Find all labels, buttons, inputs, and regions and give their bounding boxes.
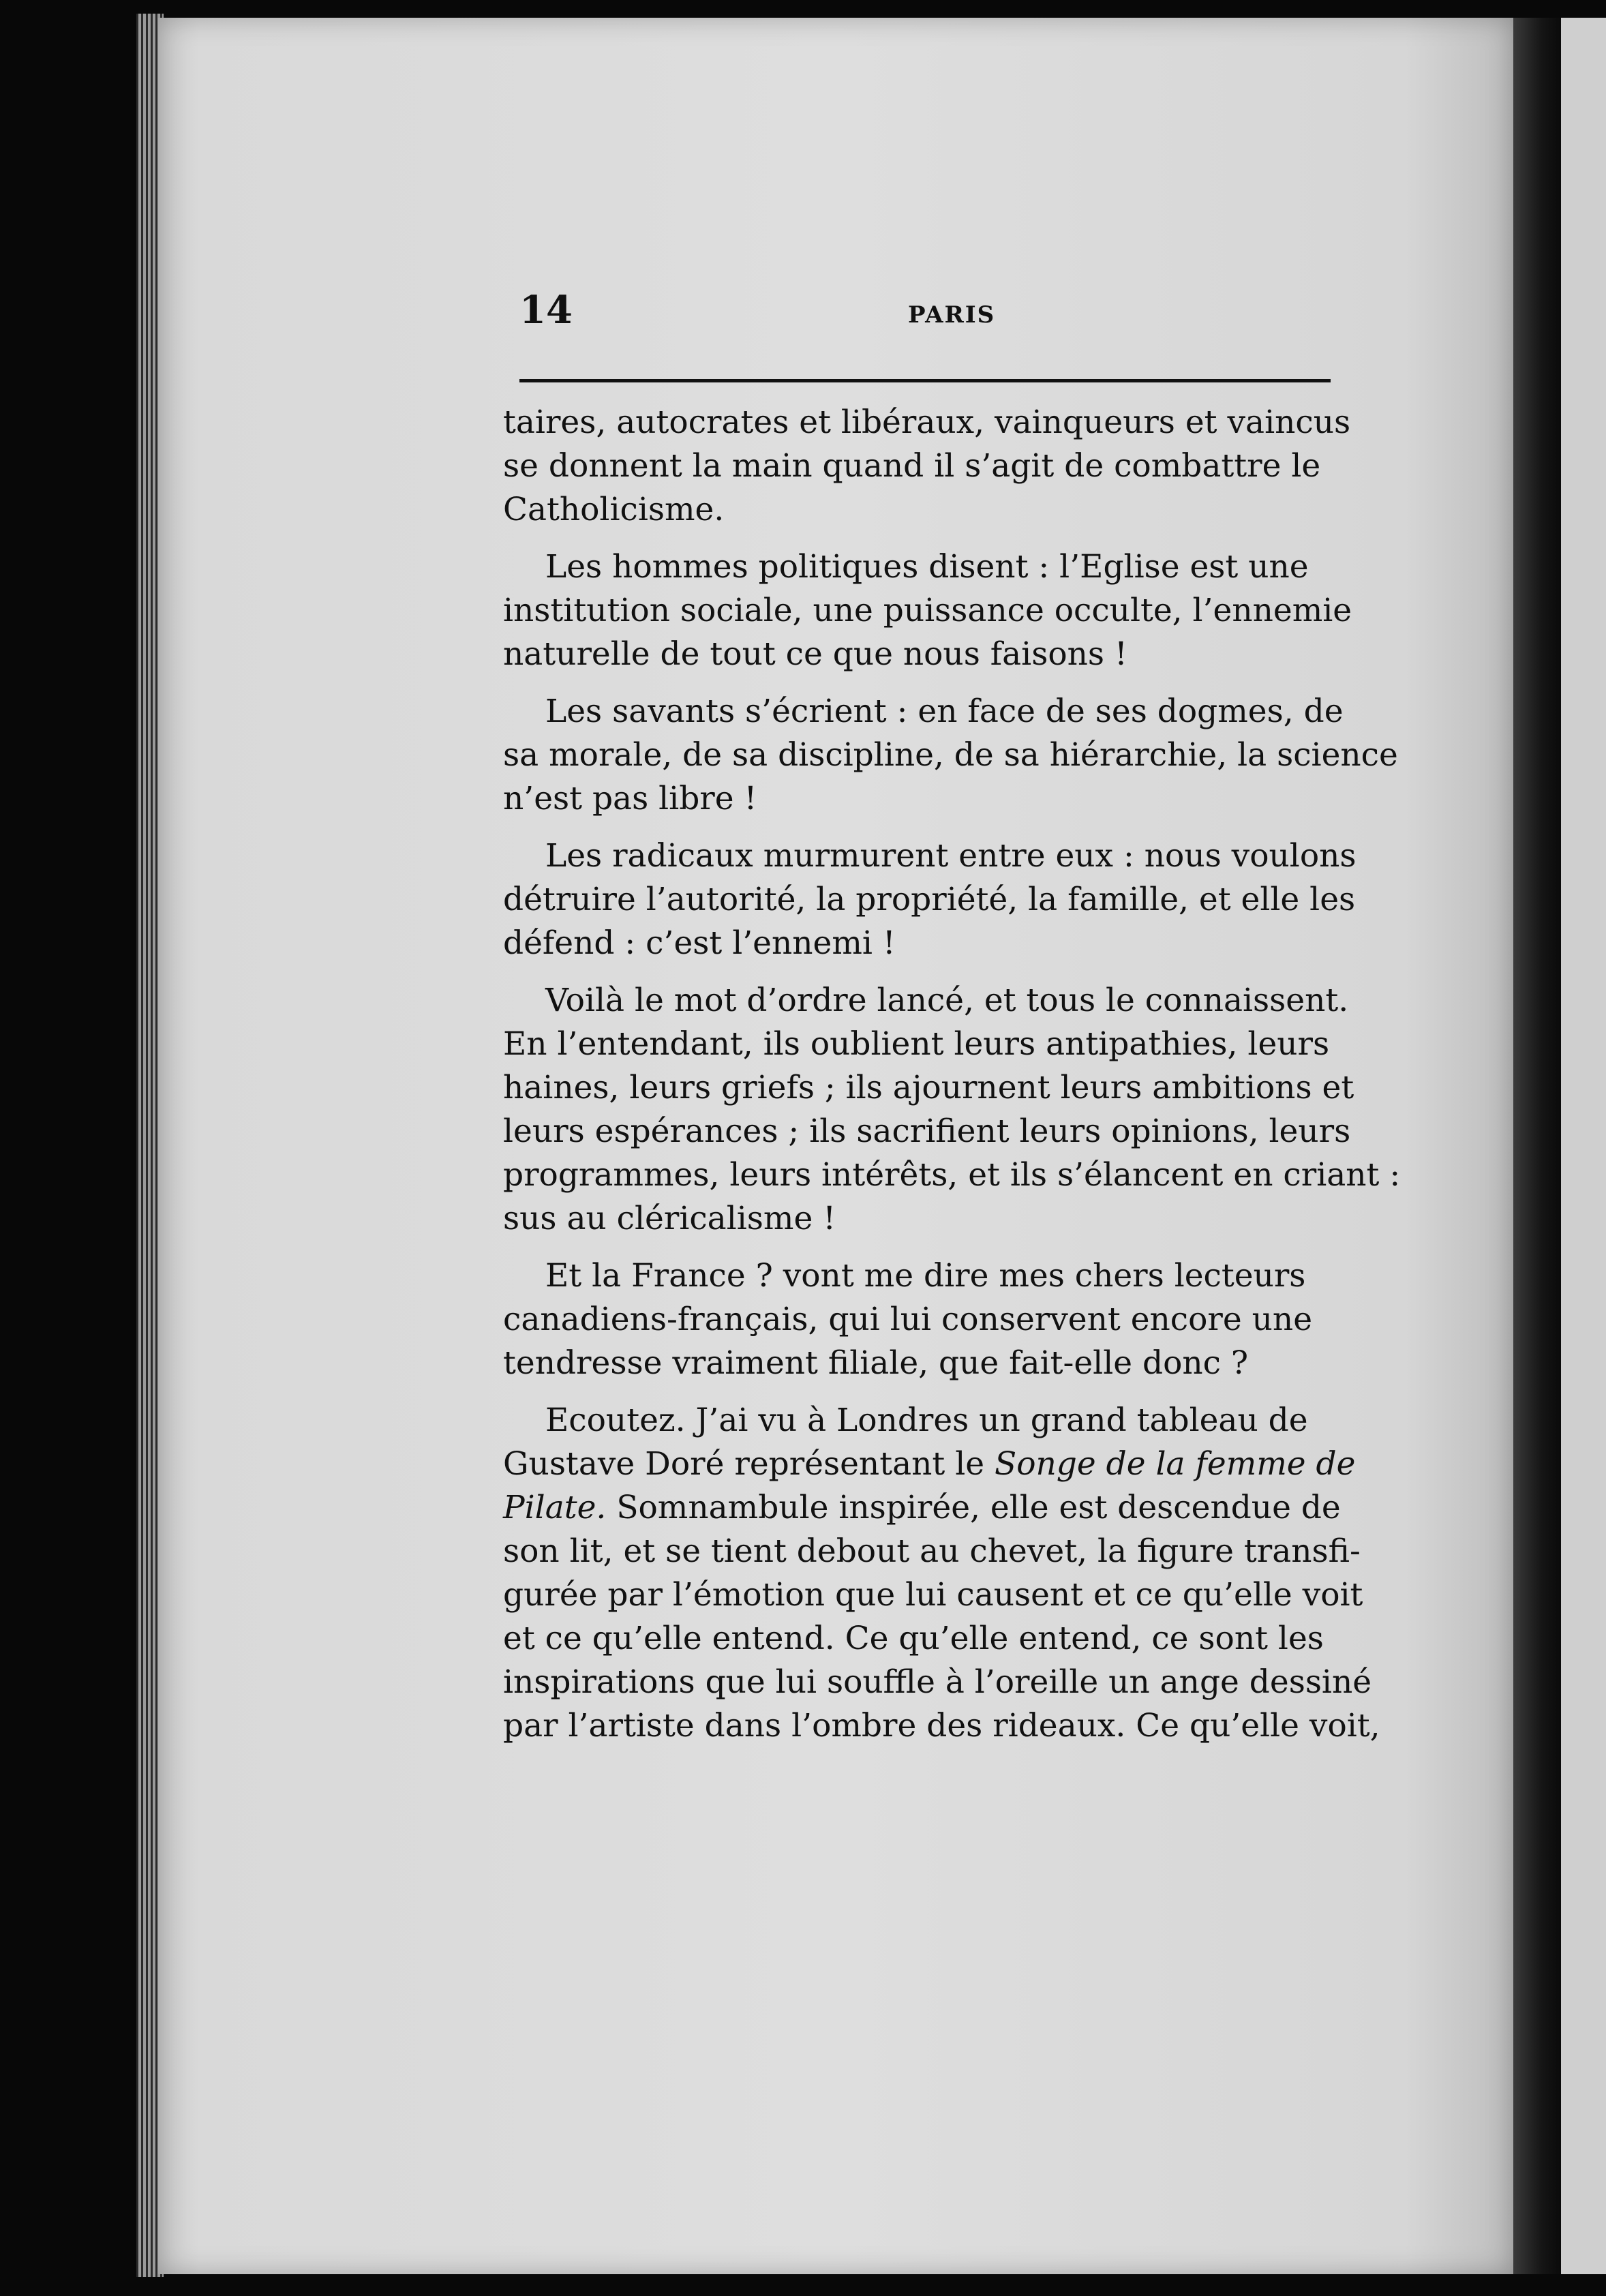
text-line: Et la France ? vont me dire mes chers lecteurs xyxy=(545,1257,1306,1295)
text-line: taires, autocrates et libéraux, vainqueurs et vaincus xyxy=(503,404,1351,441)
text-line-with-title xyxy=(503,1486,1341,1530)
text-line: Ecoutez. J’ai vu à Londres un grand tableau de xyxy=(545,1402,1308,1439)
text-line: canadiens-français, qui lui conservent encore une xyxy=(503,1301,1313,1338)
text-line: par l’artiste dans l’ombre des rideaux. Ce qu’elle voit, xyxy=(503,1707,1380,1744)
text-segment: Gustave Doré représentant le xyxy=(503,1445,985,1483)
paragraph-7 xyxy=(503,1399,1332,1442)
text-segment: Somnambule inspirée, elle est descendue de xyxy=(616,1489,1341,1526)
text-line: détruire l’autorité, la propriété, la famille, et elle les xyxy=(503,881,1356,918)
text-line: En l’entendant, ils oublient leurs antipathies, leurs xyxy=(503,1025,1330,1063)
text-line: Les radicaux murmurent entre eux : nous voulons xyxy=(545,837,1357,875)
artwork-title: Songe de la femme de xyxy=(995,1445,1356,1483)
text-line: son lit, et se tient debout au chevet, la figure transfi- xyxy=(503,1532,1361,1570)
text-line: Les savants s’écrient : en face de ses dogmes, de xyxy=(545,693,1344,730)
text-line: naturelle de tout ce que nous faisons ! xyxy=(503,635,1127,673)
text-line: Les hommes politiques disent : l’Eglise est une xyxy=(545,548,1309,586)
paragraph-2 xyxy=(503,545,1332,589)
page-number: 14 xyxy=(519,288,573,333)
header-rule xyxy=(519,379,1331,382)
paragraph-5-cont xyxy=(503,1023,1401,1241)
text-line-with-title xyxy=(503,1442,1356,1486)
paragraph-3-cont xyxy=(503,734,1398,821)
paragraph-2-cont xyxy=(503,589,1352,676)
page-header xyxy=(519,286,1331,334)
text-line: tendresse vraiment filiale, que fait-elle donc ? xyxy=(503,1344,1249,1382)
text-line: et ce qu’elle entend. Ce qu’elle entend, ce sont les xyxy=(503,1620,1324,1657)
text-line: défend : c’est l’ennemi ! xyxy=(503,924,896,962)
text-line: haines, leurs griefs ; ils ajournent leurs ambitions et xyxy=(503,1069,1354,1106)
gutter-shadow xyxy=(1513,18,1561,2274)
artwork-title-end: Pilate. xyxy=(503,1489,607,1526)
paragraph-5 xyxy=(503,979,1349,1023)
body-text xyxy=(503,401,1401,1762)
text-line: leurs espérances ; ils sacrifient leurs opinions, leurs xyxy=(503,1113,1351,1150)
text-line: programmes, leurs intérêts, et ils s’élancent en criant : xyxy=(503,1156,1401,1194)
running-head: PARIS xyxy=(908,301,996,329)
paragraph-1 xyxy=(503,401,1351,532)
text-line: sus au cléricalisme ! xyxy=(503,1200,836,1237)
text-line: Voilà le mot d’ordre lancé, et tous le connaissent. xyxy=(545,982,1349,1019)
paragraph-7-cont xyxy=(503,1442,1380,1748)
paragraph-4-cont xyxy=(503,878,1356,965)
paragraph-4 xyxy=(503,834,1357,878)
text-line: n’est pas libre ! xyxy=(503,780,757,817)
paragraph-3 xyxy=(503,690,1344,734)
text-line: inspirations que lui souffle à l’oreille un ange dessiné xyxy=(503,1663,1372,1701)
text-line: Catholicisme. xyxy=(503,491,725,528)
paragraph-6 xyxy=(503,1254,1332,1298)
text-line: gurée par l’émotion que lui causent et ce qu’elle voit xyxy=(503,1576,1363,1614)
paragraph-6-cont xyxy=(503,1298,1332,1385)
text-line: se donnent la main quand il s’agit de combattre le xyxy=(503,447,1321,485)
text-line: sa morale, de sa discipline, de sa hiérarchie, la science xyxy=(503,736,1398,774)
adjacent-page-strip xyxy=(1561,18,1606,2274)
text-line: institution sociale, une puissance occulte, l’ennemie xyxy=(503,592,1352,629)
